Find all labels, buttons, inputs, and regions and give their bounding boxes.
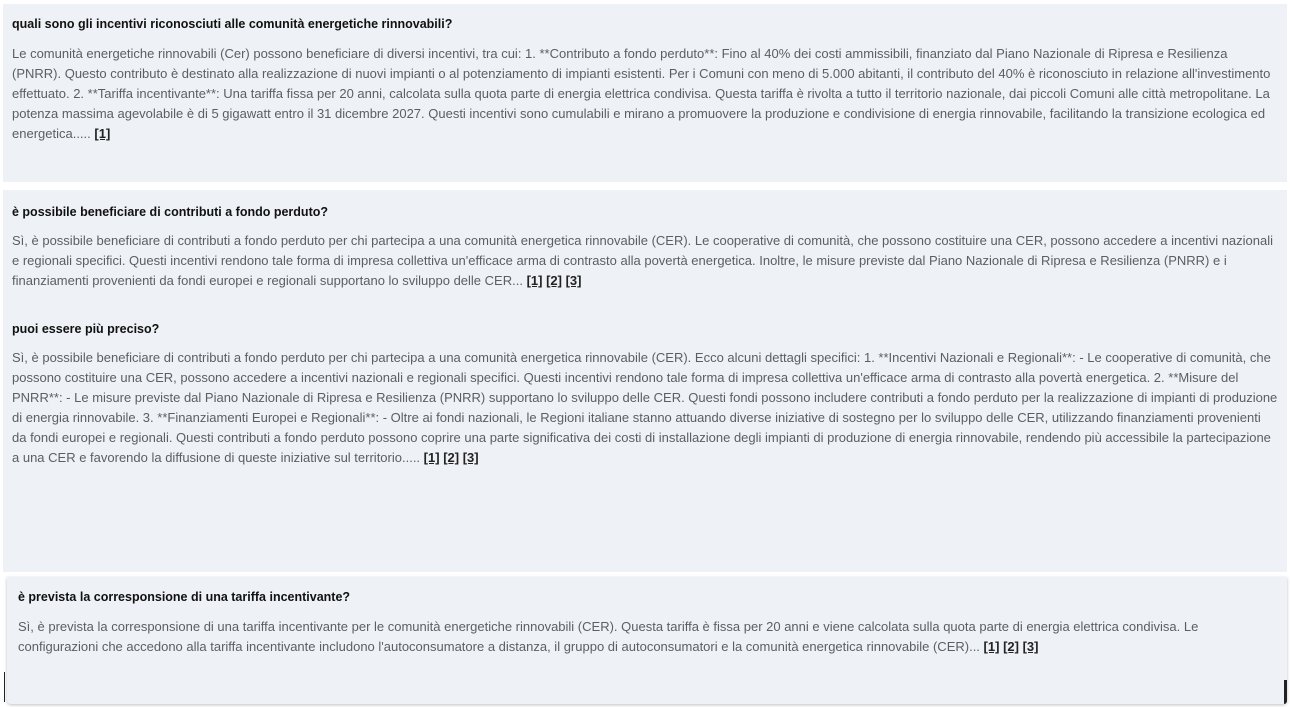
answer-body: Sì, è possibile beneficiare di contributi a fondo perduto per chi partecipa a una comunità energetica rinnovabile (CER). Ecco alcuni dettagli specifici: 1. **Incentivi Nazionali e Regionali**: - Le cooperative di comunità, che possono costituire una CER, possono accedere a incentivi nazionali e regionali specifici. Questi incentivi rendono tale forma di impresa collettiva un'efficace arma di contrasto alla povertà energetica. 2. **Misure del PNRR**: - Le misure previste dal Piano Nazionale di Ripresa e Resilienza (PNRR) supportano lo sviluppo delle CER. Questi fondi possono includere contributi a fondo perduto per la realizzazione di impianti di produzione di energia rinnovabile. 3. **Finanziamenti Europei e Regionali**: - Oltre ai fondi nazionali, le Regioni italiane stanno attuando diverse iniziative di sostegno per lo sviluppo delle CER, utilizzando finanziamenti provenienti da fondi europei e regionali. Questi contributi a fondo perduto possono coprire una parte significativa dei costi di installazione degli impianti di produzione di energia rinnovabile, rendendo più accessibile la partecipazione a una CER e favorendo la diffusione di queste iniziative sul territorio..... <box>12 350 1278 465</box>
question-text: è possibile beneficiare di contributi a fondo perduto? <box>12 205 328 219</box>
reference-link[interactable]: [2] <box>546 273 562 288</box>
window-edge <box>1284 680 1287 704</box>
answer-text <box>18 617 1276 657</box>
qa-card <box>3 190 1287 572</box>
question-text: puoi essere più preciso? <box>12 322 160 336</box>
answer-text <box>12 44 1278 144</box>
reference-link[interactable]: [2] <box>443 450 460 465</box>
answer-body: Sì, è possibile beneficiare di contributi a fondo perduto per chi partecipa a una comunità energetica rinnovabile (CER). Le cooperative di comunità, che possono costituire una CER, possono accedere a incentivi nazionali e regionali specifici. Questi incentivi rendono tale forma di impresa collettiva un'efficace arma di contrasto alla povertà energetica. Inoltre, le misure previste dal Piano Nazionale di Ripresa e Resilienza (PNRR) e i finanziamenti provenienti da fondi europei e regionali supportano lo sviluppo delle CER... <box>12 233 1274 288</box>
reference-link[interactable]: [3] <box>1022 639 1039 654</box>
question-text: quali sono gli incentivi riconosciuti alle comunità energetiche rinnovabili? <box>12 17 453 31</box>
answer-body: Sì, è prevista la corresponsione di una tariffa incentivante per le comunità energetiche rinnovabili (CER). Questa tariffa è fissa per 20 anni e viene calcolata sulla quota parte di energia elettrica condivisa. Le configurazioni che accedono alla tariffa incentivante includono l'autoconsumatore a distanza, il gruppo di autoconsumatori e la comunità energetica rinnovabile (CER)... <box>18 619 1199 654</box>
reference-link[interactable]: [1] <box>423 450 440 465</box>
text-cursor <box>4 672 5 702</box>
question-text: è prevista la corresponsione di una tariffa incentivante? <box>18 590 351 604</box>
reference-link[interactable]: [3] <box>462 450 479 465</box>
reference-link[interactable]: [2] <box>1003 639 1019 654</box>
reference-link[interactable]: [3] <box>565 273 582 288</box>
answer-body: Le comunità energetiche rinnovabili (Cer) possono beneficiare di diversi incentivi, tra cui: 1. **Contributo a fondo perduto**: Fino al 40% dei costi ammissibili, finanziato dal Piano Nazionale di Ripresa e Resilienza (PNRR). Questo contributo è destinato alla realizzazione di nuovi impianti o al potenziamento di impianti esistenti. Per i Comuni con meno di 5.000 abitanti, il contributo del 40% è riconosciuto in relazione all'investimento effettuato. 2. **Tariffa incentivante**: Una tariffa fissa per 20 anni, calcolata sulla quota parte di energia elettrica condivisa. Questa tariffa è rivolta a tutto il territorio nazionale, dai piccoli Comuni alle città metropolitane. La potenza massima agevolabile è di 5 gigawatt entro il 31 dicembre 2027. Questi incentivi sono cumulabili e mirano a promuovere la produzione e condivisione di energia rinnovabile, facilitando la transizione ecologica ed energetica..... <box>12 46 1271 141</box>
qa-card <box>7 577 1287 704</box>
reference-link[interactable]: [1] <box>94 126 111 141</box>
reference-link[interactable]: [1] <box>983 639 1000 654</box>
answer-text <box>12 231 1278 291</box>
reference-link[interactable]: [1] <box>526 273 543 288</box>
qa-card <box>3 4 1287 182</box>
answer-text <box>12 348 1278 468</box>
